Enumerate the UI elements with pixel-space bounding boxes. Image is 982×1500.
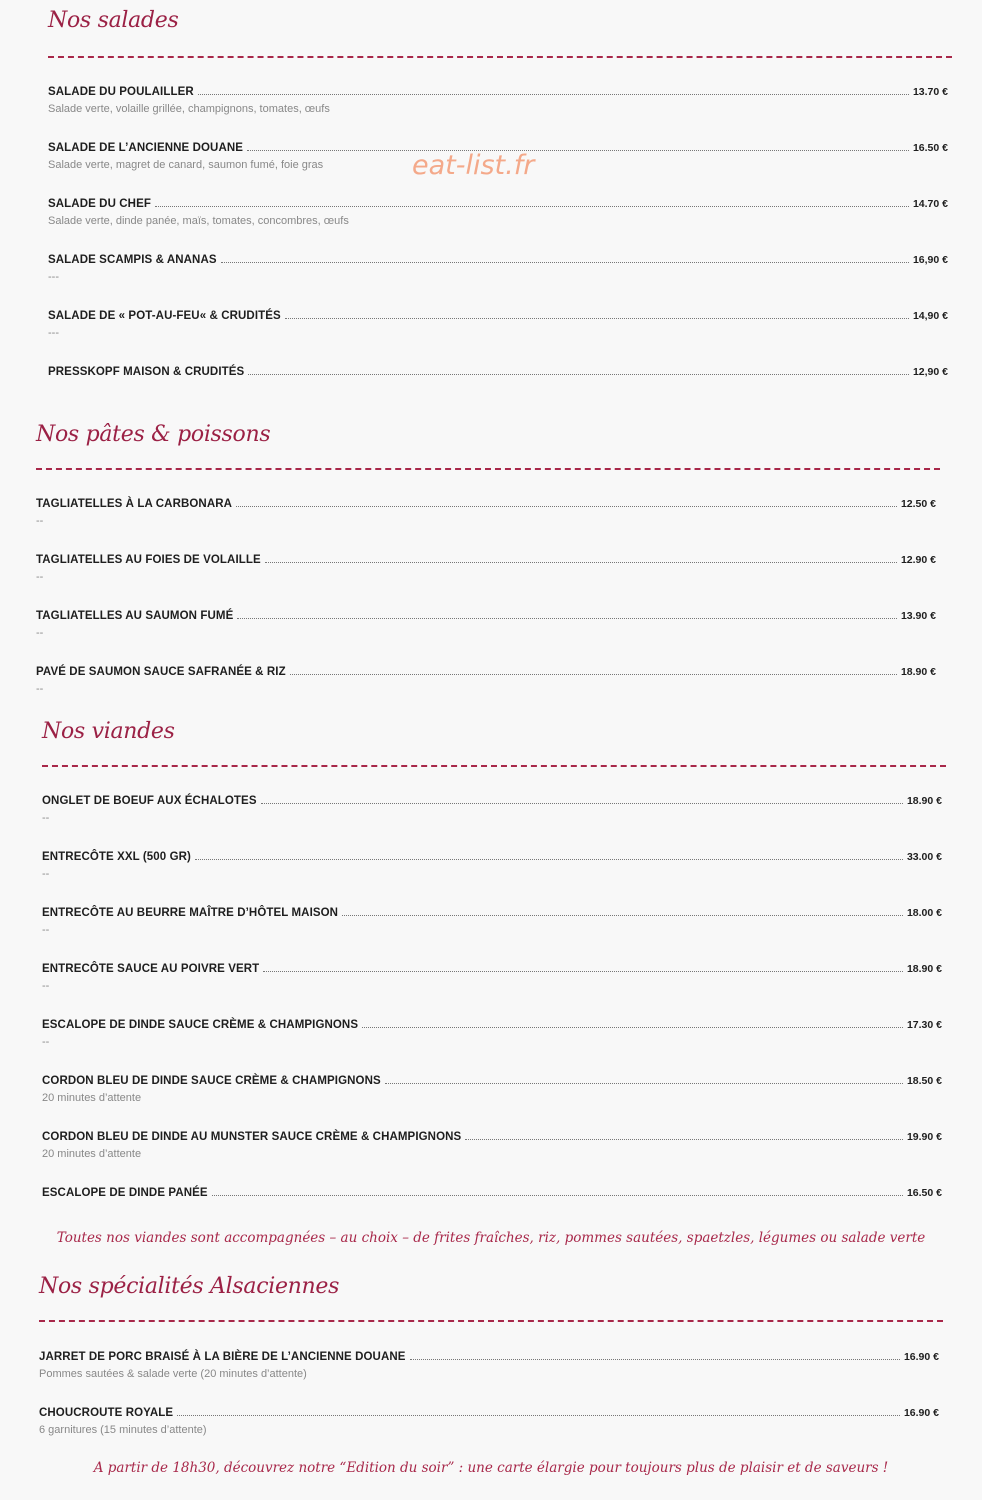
menu-item <box>39 1347 939 1381</box>
item-name: ESCALOPE DE DINDE SAUCE CRÈME & CHAMPIGNONS <box>42 1019 359 1031</box>
item-name: JARRET DE PORC BRAISÉ À LA BIÈRE DE L’ANCIENNE DOUANE <box>39 1351 406 1363</box>
item-price: 18.00 € <box>906 907 942 919</box>
menu-item <box>48 194 948 228</box>
item-price: 14,90 € <box>912 310 948 322</box>
section-title: Nos pâtes & poissons <box>36 422 271 447</box>
menu-item <box>48 250 948 284</box>
menu-item <box>42 791 942 825</box>
item-description: 20 minutes d’attente <box>42 1148 142 1160</box>
item-price: 16.90 € <box>903 1407 939 1419</box>
item-description: --- <box>48 271 59 283</box>
item-name: CORDON BLEU DE DINDE AU MUNSTER SAUCE CRÈME & CHAMPIGNONS <box>42 1131 462 1143</box>
item-name: SALADE DU POULAILLER <box>48 86 194 98</box>
evening-edition-note: A partir de 18h30, découvrez notre “Edition du soir” : une carte élargie pour toujours plus de plaisir et de saveurs ! <box>93 1460 889 1476</box>
item-price: 13.70 € <box>912 86 948 98</box>
item-price: 18.90 € <box>906 963 942 975</box>
menu-item <box>48 362 948 378</box>
menu-item <box>42 959 942 993</box>
menu-item <box>42 1015 942 1049</box>
menu-item <box>42 847 942 881</box>
item-name: ESCALOPE DE DINDE PANÉE <box>42 1187 208 1199</box>
item-name: SALADE DE L’ANCIENNE DOUANE <box>48 142 244 154</box>
item-description: Pommes sautées & salade verte (20 minutes d’attente) <box>39 1368 307 1380</box>
item-description: -- <box>42 812 50 824</box>
item-price: 12,90 € <box>912 366 948 378</box>
item-description: -- <box>42 980 50 992</box>
item-description: Salade verte, volaille grillée, champignons, tomates, œufs <box>48 103 330 115</box>
menu-item <box>36 662 936 696</box>
menu-item <box>42 1127 942 1161</box>
item-description: 6 garnitures (15 minutes d’attente) <box>39 1424 207 1436</box>
menu-item <box>42 1071 942 1105</box>
section-title: Nos salades <box>48 8 179 33</box>
item-description: -- <box>36 627 44 639</box>
item-price: 19.90 € <box>906 1131 942 1143</box>
menu-item <box>36 550 936 584</box>
menu-item <box>36 494 936 528</box>
item-description: -- <box>36 683 44 695</box>
item-name: TAGLIATELLES À LA CARBONARA <box>36 498 233 510</box>
item-price: 16.50 € <box>912 142 948 154</box>
item-description: Salade verte, dinde panée, maïs, tomates, concombres, œufs <box>48 215 349 227</box>
item-price: 16.90 € <box>903 1351 939 1363</box>
item-name: ENTRECÔTE AU BEURRE MAÎTRE D’HÔTEL MAISON <box>42 907 339 919</box>
menu-item <box>48 138 948 172</box>
item-name: ENTRECÔTE SAUCE AU POIVRE VERT <box>42 963 260 975</box>
item-price: 16.50 € <box>906 1187 942 1199</box>
item-name: ONGLET DE BOEUF AUX ÉCHALOTES <box>42 795 257 807</box>
item-name: SALADE DU CHEF <box>48 198 151 210</box>
watermark-text: eat-list.fr <box>412 150 535 181</box>
item-price: 33.00 € <box>906 851 942 863</box>
menu-item <box>39 1403 939 1437</box>
item-price: 12.50 € <box>900 498 936 510</box>
item-name: SALADE SCAMPIS & ANANAS <box>48 254 217 266</box>
item-description: Salade verte, magret de canard, saumon fumé, foie gras <box>48 159 324 171</box>
item-description: -- <box>42 924 50 936</box>
item-price: 18.90 € <box>906 795 942 807</box>
item-name: TAGLIATELLES AU SAUMON FUMÉ <box>36 610 234 622</box>
section-divider <box>39 1320 943 1322</box>
item-price: 17.30 € <box>906 1019 942 1031</box>
item-name: PAVÉ DE SAUMON SAUCE SAFRANÉE & RIZ <box>36 666 286 678</box>
section-divider <box>42 765 946 767</box>
section-divider <box>36 468 940 470</box>
item-price: 16,90 € <box>912 254 948 266</box>
item-description: -- <box>42 868 50 880</box>
menu-item <box>48 306 948 340</box>
menu-item <box>42 903 942 937</box>
section-divider <box>48 56 952 58</box>
item-description: -- <box>36 515 44 527</box>
item-name: PRESSKOPF MAISON & CRUDITÉS <box>48 366 245 378</box>
item-price: 14.70 € <box>912 198 948 210</box>
item-price: 18.50 € <box>906 1075 942 1087</box>
item-name: CHOUCROUTE ROYALE <box>39 1407 174 1419</box>
item-description: 20 minutes d’attente <box>42 1092 142 1104</box>
item-name: ENTRECÔTE XXL (500 GR) <box>42 851 191 863</box>
item-description: --- <box>48 327 59 339</box>
item-price: 13.90 € <box>900 610 936 622</box>
item-name: SALADE DE « POT-AU-FEU« & CRUDITÉS <box>48 310 281 322</box>
menu-item <box>48 82 948 116</box>
menu-item <box>42 1183 942 1199</box>
menu-item <box>36 606 936 640</box>
item-name: TAGLIATELLES AU FOIES DE VOLAILLE <box>36 554 261 566</box>
section-title: Nos spécialités Alsaciennes <box>39 1274 340 1299</box>
item-price: 18.90 € <box>900 666 936 678</box>
item-price: 12.90 € <box>900 554 936 566</box>
item-name: CORDON BLEU DE DINDE SAUCE CRÈME & CHAMPIGNONS <box>42 1075 381 1087</box>
viandes-accompaniment-note: Toutes nos viandes sont accompagnées – au choix – de frites fraîches, riz, pommes sautées, spaetzles, légumes ou salade verte <box>56 1230 926 1246</box>
item-description: -- <box>42 1036 50 1048</box>
section-title: Nos viandes <box>42 719 175 744</box>
item-description: -- <box>36 571 44 583</box>
